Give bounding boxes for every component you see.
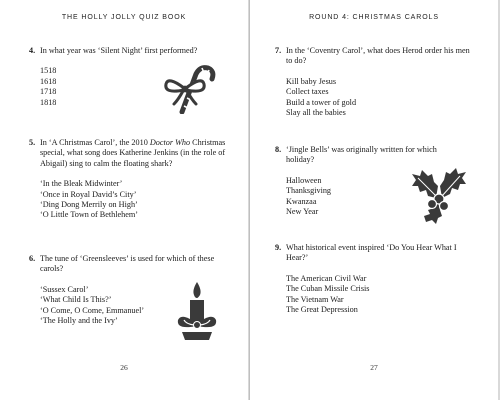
- answer-option: Halloween: [286, 175, 322, 185]
- question-text: What historical event inspired ‘Do You Hear What I Hear?’: [286, 243, 457, 263]
- answer-option: Collect taxes: [286, 87, 329, 97]
- answer-options: [286, 77, 476, 119]
- answer-option: 1618: [40, 76, 57, 86]
- answer-option: Slay all the babies: [286, 108, 346, 118]
- answer-option: The Great Depression: [286, 305, 358, 315]
- question-text: In the ‘Coventry Carol’, what does Herod order his men to do?: [286, 46, 470, 66]
- question-text: In what year was ‘Silent Night’ first performed?: [40, 46, 198, 55]
- answer-option: The American Civil War: [286, 273, 367, 283]
- answer-option: ‘O Little Town of Bethlehem’: [40, 210, 138, 220]
- question-number: 4.: [29, 46, 36, 55]
- question-text: The tune of ‘Greensleeves’ is used for which of these carols?: [40, 254, 215, 274]
- answer-option: 1718: [40, 87, 57, 97]
- page-number: 27: [370, 363, 378, 372]
- answer-option: ‘Ding Dong Merrily on High’: [40, 200, 138, 210]
- question-text: [40, 138, 228, 169]
- question-number: 8.: [275, 145, 282, 154]
- answer-option: The Vietnam War: [286, 294, 344, 304]
- question-text-part: Christmas special, what song does Katherine Jenkins (in the role of Abigail) sing to calm the floating shark?: [40, 138, 226, 168]
- question-text: ‘Jingle Bells’ was originally written for which holiday?: [286, 145, 437, 165]
- question-text-part: In ‘A Christmas Carol’, the 2010: [40, 138, 150, 147]
- answer-option: ‘The Holly and the Ivy’: [40, 316, 118, 326]
- left-page: [0, 0, 248, 400]
- question-number: 9.: [275, 243, 282, 252]
- candle-icon: [174, 280, 220, 342]
- question-number: 5.: [29, 138, 36, 147]
- answer-options: [286, 274, 476, 316]
- candy-cane-bow-icon: [162, 62, 218, 114]
- question-9: [275, 243, 476, 315]
- answer-option: 1818: [40, 97, 57, 107]
- answer-options: [40, 179, 228, 221]
- holly-icon: [408, 168, 470, 224]
- question-7: [275, 46, 476, 118]
- answer-option: The Cuban Missile Crisis: [286, 284, 370, 294]
- question-5: [29, 138, 228, 221]
- answer-option: Build a tower of gold: [286, 97, 357, 107]
- answer-option: ‘What Child Is This?’: [40, 295, 112, 305]
- answer-option: ‘Sussex Carol’: [40, 284, 89, 294]
- page-header: THE HOLLY JOLLY QUIZ BOOK: [61, 14, 187, 21]
- answer-option: Kill baby Jesus: [286, 76, 337, 86]
- answer-option: New Year: [286, 207, 319, 217]
- page-number: 26: [120, 363, 128, 372]
- answer-option: Kwanzaa: [286, 196, 317, 206]
- answer-option: 1518: [40, 66, 57, 76]
- answer-option: ‘Once in Royal David’s City’: [40, 189, 137, 199]
- answer-option: Thanksgiving: [286, 186, 332, 196]
- question-text-italic: Doctor Who: [149, 138, 191, 147]
- question-number: 7.: [275, 46, 282, 55]
- answer-option: ‘O Come, O Come, Emmanuel’: [40, 305, 145, 315]
- answer-option: ‘In the Bleak Midwinter’: [40, 179, 123, 189]
- question-number: 6.: [29, 254, 36, 263]
- right-page: [250, 0, 498, 400]
- page-header: ROUND 4: CHRISTMAS CAROLS: [309, 14, 439, 21]
